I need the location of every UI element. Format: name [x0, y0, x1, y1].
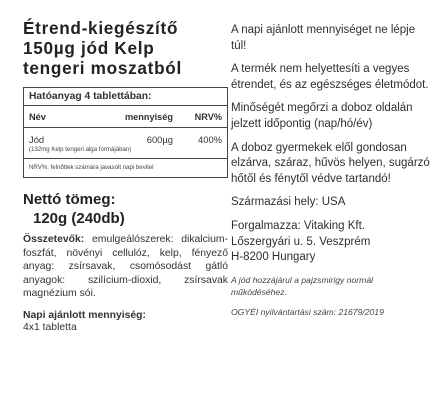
title-line-3: tengeri moszatból	[23, 58, 182, 78]
col-name-header: Név	[29, 112, 46, 122]
row-note: (132mg Kelp tengeri alga formájában)	[29, 146, 132, 153]
net-weight-label: Nettó tömeg:	[23, 191, 116, 208]
product-title	[23, 18, 228, 78]
origin-text: Származási hely: USA	[231, 196, 346, 209]
daily-dose-label: Napi ajánlott mennyiség:	[23, 309, 146, 321]
table-heading: Hatóanyag 4 tablettában:	[24, 88, 227, 106]
col-nrv-header: NRV%	[194, 112, 222, 122]
row-nrv: 400%	[198, 134, 222, 145]
net-weight-value: 120g (240db)	[33, 210, 125, 227]
health-claim: A jód hozzájárul a pajzsmirigy normál működéséhez.	[231, 274, 374, 297]
col-amount-header: mennyiség	[125, 112, 173, 122]
warning-text: A napi ajánlott mennyiséget ne lépje túl!	[231, 24, 416, 52]
distributor-block	[231, 219, 431, 266]
distributor-line-3: H-8200 Hungary	[231, 251, 316, 264]
left-column	[23, 15, 228, 333]
title-line-2: 150µg jód Kelp	[23, 38, 155, 58]
row-amount: 600µg	[146, 134, 173, 145]
best-before-text: Minőségét megőrzi a doboz oldalán jelzett időpontig (nap/hó/év)	[231, 102, 413, 130]
title-line-1: Étrend-kiegészítő	[23, 18, 179, 38]
daily-dose-value: 4x1 tabletta	[23, 321, 77, 333]
ingredients-text: emulgeálószerek: dikalcium-foszfát, növényi cellulóz, kelp, fényező anyag: zsírsavak, csomósodást gátló anyagok: szilícium-dioxid, zsírsavak magnézium sói.	[23, 234, 229, 300]
distributor-line-1: Forgalmazza: Vitaking Kft.	[231, 219, 366, 232]
registration-number: OGYÉI nyilvántartási szám: 21679/2019	[231, 306, 384, 317]
nutrition-table	[23, 87, 228, 178]
table-row	[24, 128, 227, 145]
storage-text: A doboz gyermekek elől gondosan elzárva, száraz, hűvös helyen, sugárzó hőtől és fénytől védve tartandó!	[231, 141, 430, 185]
diet-notice: A termék nem helyettesíti a vegyes étrendet, és az egészséges életmódot.	[231, 63, 429, 91]
ingredients-label: Összetevők:	[23, 234, 85, 245]
row-name: Jód	[29, 134, 45, 145]
table-footnote: NRV%: felnőttek számára javasolt napi bevitel	[24, 158, 227, 177]
right-column	[231, 23, 431, 326]
table-header-row	[24, 106, 227, 128]
ingredients	[23, 233, 228, 301]
distributor-line-2: Lőszergyári u. 5. Veszprém	[231, 235, 371, 248]
